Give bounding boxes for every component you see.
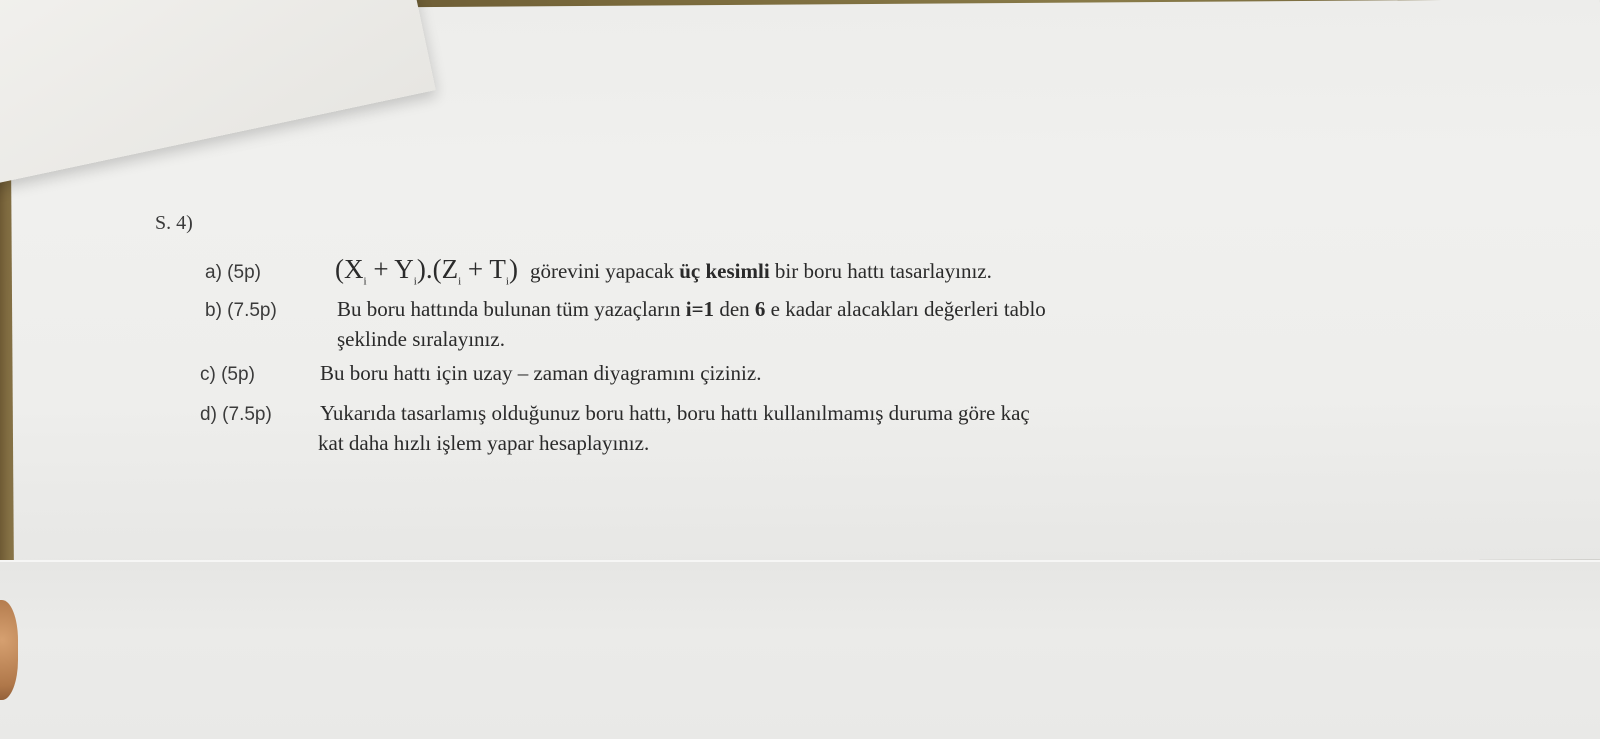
formula-y: Y	[394, 254, 414, 284]
item-d-marker: d) (7.5p)	[200, 404, 272, 425]
item-a-marker: a) (5p)	[205, 262, 261, 283]
formula-y-sub: i	[413, 275, 417, 288]
item-c-marker: c) (5p)	[200, 364, 255, 385]
question-number: S. 4)	[155, 212, 193, 234]
item-a-text-end: bir boru hattı tasarlayınız.	[769, 259, 992, 283]
formula-z: Z	[441, 254, 459, 284]
item-c-text: Bu boru hattı için uzay – zaman diyagramını çiziniz.	[320, 361, 762, 385]
item-b-bold-i: i=1	[685, 297, 715, 321]
formula-plus-1: +	[366, 254, 395, 284]
item-b-text-mid: den	[714, 297, 755, 321]
question-item-a	[205, 256, 992, 294]
formula-x: X	[344, 254, 364, 284]
item-b-bold-6: 6	[754, 297, 766, 321]
item-b-line-1	[337, 296, 1046, 322]
item-b-line-2: şeklinde sıralayınız.	[337, 327, 505, 351]
question-item-d	[200, 400, 1030, 455]
question-item-c	[200, 360, 761, 388]
item-a-text-bold: üç kesimli	[679, 259, 770, 283]
lower-paper-sheet	[0, 560, 1600, 739]
item-d-line-2: kat daha hızlı işlem yapar hesaplayınız.	[318, 431, 650, 455]
formula-z-sub: i	[458, 275, 462, 288]
formula-x-sub: i	[363, 275, 367, 288]
formula-t: T	[489, 254, 506, 284]
formula-plus-2: +	[461, 254, 490, 284]
formula-t-sub: i	[505, 275, 509, 288]
item-b-text-start: Bu boru hattında bulunan tüm yazaçların	[337, 297, 686, 321]
question-item-b	[205, 296, 1046, 351]
formula-open-paren: (	[335, 254, 344, 284]
item-d-line-1: Yukarıda tasarlamış olduğunuz boru hattı, boru hattı kullanılmamış duruma göre kaç	[320, 401, 1030, 425]
item-b-marker: b) (7.5p)	[205, 300, 277, 321]
item-a-text	[530, 258, 992, 284]
item-a-formula	[335, 254, 518, 288]
formula-close-paren: )	[508, 254, 518, 284]
formula-dot: ).(	[416, 254, 442, 284]
item-b-text-end: e kadar alacakları değerleri tablo	[765, 297, 1046, 321]
item-a-text-start: görevini yapacak	[529, 259, 680, 283]
